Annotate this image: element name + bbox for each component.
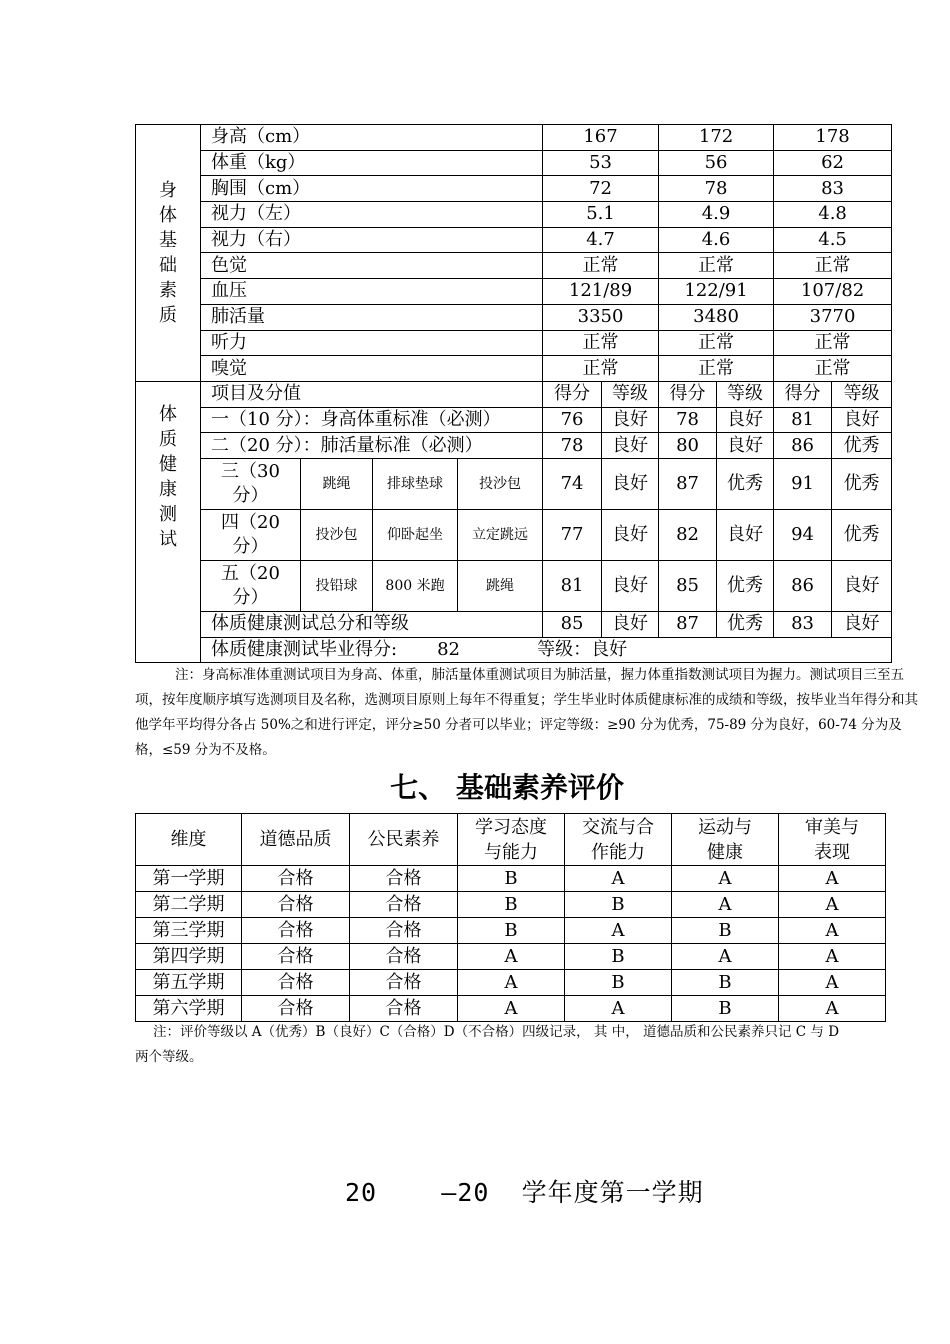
vertical-label-char: 测 (159, 503, 177, 525)
item-name: 听力 (201, 330, 543, 356)
table-row (136, 202, 892, 228)
year-value: 122/91 (659, 279, 774, 305)
rating-cell: A (779, 970, 886, 996)
elective-option: 排球垫球 (373, 458, 458, 509)
grade-cell: 优秀 (717, 560, 774, 611)
table-row (136, 381, 892, 407)
test-item: 一（10 分）：身高体重标准（必测） (201, 407, 543, 433)
table-row (136, 611, 892, 637)
score-cell: 86 (774, 560, 832, 611)
item-name: 体重（kg） (201, 150, 543, 176)
header-item: 项目及分值 (201, 381, 543, 407)
year-value: 正常 (659, 356, 774, 382)
column-header (458, 814, 565, 866)
fitness-test-label (136, 381, 201, 662)
year-value: 72 (543, 176, 659, 202)
table-row (136, 560, 892, 611)
item-name: 嗅觉 (201, 356, 543, 382)
rating-cell: A (565, 866, 672, 892)
rating-cell: A (565, 996, 672, 1022)
year-value: 正常 (774, 253, 892, 279)
rating-cell: B (458, 892, 565, 918)
grade-cell: 优秀 (832, 509, 892, 560)
header-score: 得分 (774, 381, 832, 407)
year-value: 正常 (659, 253, 774, 279)
rating-cell: B (565, 944, 672, 970)
physical-fitness-table (135, 124, 892, 663)
table-row (136, 227, 892, 253)
elective-option: 仰卧起坐 (373, 509, 458, 560)
item-name: 身高（cm） (201, 125, 543, 151)
grade-cell: 良好 (602, 407, 659, 433)
grade-cell: 良好 (602, 560, 659, 611)
vertical-label-char: 础 (159, 254, 177, 276)
table-row (136, 866, 886, 892)
score-cell: 91 (774, 458, 832, 509)
test-item: 二（20 分）：肺活量标准（必测） (201, 433, 543, 459)
test-item-line: 五（20 (221, 562, 280, 584)
rating-cell: 合格 (242, 866, 350, 892)
table-row (136, 304, 892, 330)
vertical-label-char: 体 (159, 403, 177, 425)
grade-cell: 良好 (717, 509, 774, 560)
rating-cell: 合格 (350, 996, 458, 1022)
year-value: 107/82 (774, 279, 892, 305)
column-header-line: 健康 (707, 841, 743, 863)
vertical-label-char: 基 (159, 229, 177, 251)
rating-cell: A (458, 970, 565, 996)
table-row (136, 330, 892, 356)
column-header-line: 公民素养 (367, 829, 440, 850)
grade-cell: 优秀 (717, 611, 774, 637)
rating-cell: 合格 (350, 892, 458, 918)
rating-cell: B (565, 970, 672, 996)
score-cell: 83 (774, 611, 832, 637)
test-item (201, 509, 301, 560)
year-value: 正常 (774, 356, 892, 382)
grade-cell: 良好 (602, 458, 659, 509)
column-header-line: 作能力 (591, 841, 645, 863)
rating-cell: A (779, 944, 886, 970)
year-value: 正常 (659, 330, 774, 356)
table-row (136, 996, 886, 1022)
column-header-line: 运动与 (698, 816, 752, 838)
table-row (136, 637, 892, 663)
score-cell: 81 (774, 407, 832, 433)
test-item-line: 分） (232, 586, 269, 608)
column-header (565, 814, 672, 866)
year-value: 53 (543, 150, 659, 176)
semester-label: 第四学期 (136, 944, 242, 970)
test-item (201, 560, 301, 611)
score-cell: 86 (774, 433, 832, 459)
elective-option: 投沙包 (301, 509, 373, 560)
test-item-line: 分） (232, 484, 269, 506)
grade-cell: 优秀 (717, 458, 774, 509)
column-header (779, 814, 886, 866)
graduation-label: 体质健康测试毕业得分: (211, 638, 398, 660)
grade-cell: 优秀 (832, 433, 892, 459)
semester-label: 第二学期 (136, 892, 242, 918)
elective-option: 跳绳 (458, 560, 543, 611)
score-cell: 85 (659, 560, 717, 611)
elective-option: 投铅球 (301, 560, 373, 611)
year-value: 3350 (543, 304, 659, 330)
item-name: 视力（右） (201, 227, 543, 253)
table-row (136, 433, 892, 459)
year-value: 178 (774, 125, 892, 151)
header-grade: 等级 (832, 381, 892, 407)
test-item (201, 458, 301, 509)
rating-cell: 合格 (242, 918, 350, 944)
rating-cell: 合格 (242, 944, 350, 970)
score-cell: 80 (659, 433, 717, 459)
column-header-line: 与能力 (484, 841, 538, 863)
score-cell: 78 (659, 407, 717, 433)
column-header (350, 814, 458, 866)
basic-quality-label (136, 125, 201, 382)
item-name: 视力（左） (201, 202, 543, 228)
vertical-label-char: 健 (159, 453, 177, 475)
item-name: 肺活量 (201, 304, 543, 330)
rating-cell: A (458, 944, 565, 970)
year-value: 正常 (774, 330, 892, 356)
year-value: 正常 (543, 253, 659, 279)
year-value: 172 (659, 125, 774, 151)
header-score: 得分 (659, 381, 717, 407)
test-item-line: 三（30 (221, 460, 280, 482)
rating-cell: B (672, 970, 779, 996)
year-value: 62 (774, 150, 892, 176)
year-value: 4.6 (659, 227, 774, 253)
column-header (672, 814, 779, 866)
rating-cell: B (458, 866, 565, 892)
rating-cell: B (672, 918, 779, 944)
rating-cell: A (779, 892, 886, 918)
column-header-line: 维度 (170, 829, 207, 850)
column-header (136, 814, 242, 866)
table-row (136, 253, 892, 279)
semester-label: 第五学期 (136, 970, 242, 996)
year-value: 56 (659, 150, 774, 176)
table-row (136, 892, 886, 918)
score-cell: 87 (659, 611, 717, 637)
rating-cell: 合格 (350, 918, 458, 944)
year-value: 83 (774, 176, 892, 202)
elective-option: 投沙包 (458, 458, 543, 509)
rating-cell: A (672, 944, 779, 970)
score-cell: 81 (543, 560, 602, 611)
score-cell: 74 (543, 458, 602, 509)
score-cell: 78 (543, 433, 602, 459)
footer-school-year: 20 —20 学年度第一学期 (345, 1178, 704, 1207)
rating-cell: A (779, 996, 886, 1022)
rating-cell: B (458, 918, 565, 944)
grade-cell: 良好 (602, 433, 659, 459)
table-row (136, 407, 892, 433)
elective-option: 跳绳 (301, 458, 373, 509)
vertical-label-char: 质 (159, 304, 177, 326)
graduation-score-cell (201, 637, 892, 663)
vertical-label-char: 身 (159, 179, 177, 201)
table-row (136, 918, 886, 944)
year-value: 4.7 (543, 227, 659, 253)
rating-cell: A (458, 996, 565, 1022)
year-value: 4.8 (774, 202, 892, 228)
score-cell: 87 (659, 458, 717, 509)
grade-cell: 良好 (832, 611, 892, 637)
graduation-grade: 等级：良好 (537, 638, 628, 660)
item-name: 血压 (201, 279, 543, 305)
rating-cell: 合格 (242, 970, 350, 996)
column-header-line: 交流与合 (582, 816, 654, 838)
rating-cell: B (565, 892, 672, 918)
score-cell: 76 (543, 407, 602, 433)
table-row (136, 125, 892, 151)
rating-cell: 合格 (242, 996, 350, 1022)
column-header-line: 审美与 (805, 816, 859, 838)
literacy-note: 注：评价等级以 A（优秀）B（良好）C（合格）D（不合格）四级记录， 其 中， 道德品质和公民素养只记 C 与 D 两个等级。 (135, 1024, 840, 1065)
total-label: 体质健康测试总分和等级 (201, 611, 543, 637)
table-header-row (136, 814, 886, 866)
header-score: 得分 (543, 381, 602, 407)
test-item-line: 四（20 (221, 511, 280, 533)
rating-cell: A (779, 866, 886, 892)
score-cell: 82 (659, 509, 717, 560)
rating-cell: A (779, 918, 886, 944)
vertical-label-char: 体 (159, 204, 177, 226)
rating-cell: 合格 (350, 944, 458, 970)
section-title: 七、 基础素养评价 (390, 771, 624, 804)
vertical-label-char: 康 (159, 478, 177, 500)
semester-label: 第一学期 (136, 866, 242, 892)
elective-option: 800 米跑 (373, 560, 458, 611)
year-value: 121/89 (543, 279, 659, 305)
grade-cell: 良好 (602, 611, 659, 637)
year-value: 3770 (774, 304, 892, 330)
test-item-line: 分） (232, 535, 269, 557)
grade-cell: 良好 (717, 433, 774, 459)
grade-cell: 良好 (832, 407, 892, 433)
table-row (136, 458, 892, 509)
grade-cell: 良好 (717, 407, 774, 433)
table-row (136, 150, 892, 176)
year-value: 3480 (659, 304, 774, 330)
rating-cell: B (672, 996, 779, 1022)
rating-cell: A (565, 918, 672, 944)
vertical-label-char: 试 (159, 528, 177, 550)
rating-cell: 合格 (350, 970, 458, 996)
rating-cell: 合格 (350, 866, 458, 892)
grade-cell: 优秀 (832, 458, 892, 509)
year-value: 4.5 (774, 227, 892, 253)
year-value: 正常 (543, 356, 659, 382)
grade-cell: 良好 (602, 509, 659, 560)
item-name: 胸围（cm） (201, 176, 543, 202)
table-row (136, 509, 892, 560)
rating-cell: A (672, 866, 779, 892)
graduation-score: 82 (437, 638, 460, 660)
fitness-note: 注：身高标准体重测试项目为身高、体重，肺活量体重测试项目为肺活量，握力体重指数测试项目为握力。测试项目三至五项，按年度顺序填写选测项目及名称，选测项目原则上每年不得重复；学生毕业时体质健康标准的成绩和等级，按毕业当年得分和其他学年平均得分各占 50%之和进行评定，评分≥50 分者可以毕业；评定等级：≥90 分为优秀，75-89 分为良好，60-74 分为及格，≤59 分为不及格。 (135, 667, 918, 758)
table-row (136, 279, 892, 305)
elective-option: 立定跳远 (458, 509, 543, 560)
grade-cell: 良好 (832, 560, 892, 611)
item-name: 色觉 (201, 253, 543, 279)
column-header-line: 学习态度 (475, 816, 547, 838)
table-row (136, 970, 886, 996)
score-cell: 77 (543, 509, 602, 560)
vertical-label-char: 素 (159, 279, 177, 301)
column-header-line: 道德品质 (259, 829, 332, 850)
header-grade: 等级 (717, 381, 774, 407)
semester-label: 第六学期 (136, 996, 242, 1022)
rating-cell: 合格 (242, 892, 350, 918)
year-value: 4.9 (659, 202, 774, 228)
table-row (136, 944, 886, 970)
column-header-line: 表现 (814, 841, 850, 863)
rating-cell: A (672, 892, 779, 918)
score-cell: 94 (774, 509, 832, 560)
year-value: 5.1 (543, 202, 659, 228)
header-grade: 等级 (602, 381, 659, 407)
vertical-label-char: 质 (159, 428, 177, 450)
year-value: 78 (659, 176, 774, 202)
score-cell: 85 (543, 611, 602, 637)
table-row (136, 356, 892, 382)
year-value: 正常 (543, 330, 659, 356)
semester-label: 第三学期 (136, 918, 242, 944)
column-header (242, 814, 350, 866)
year-value: 167 (543, 125, 659, 151)
basic-literacy-table (135, 813, 886, 1022)
table-row (136, 176, 892, 202)
